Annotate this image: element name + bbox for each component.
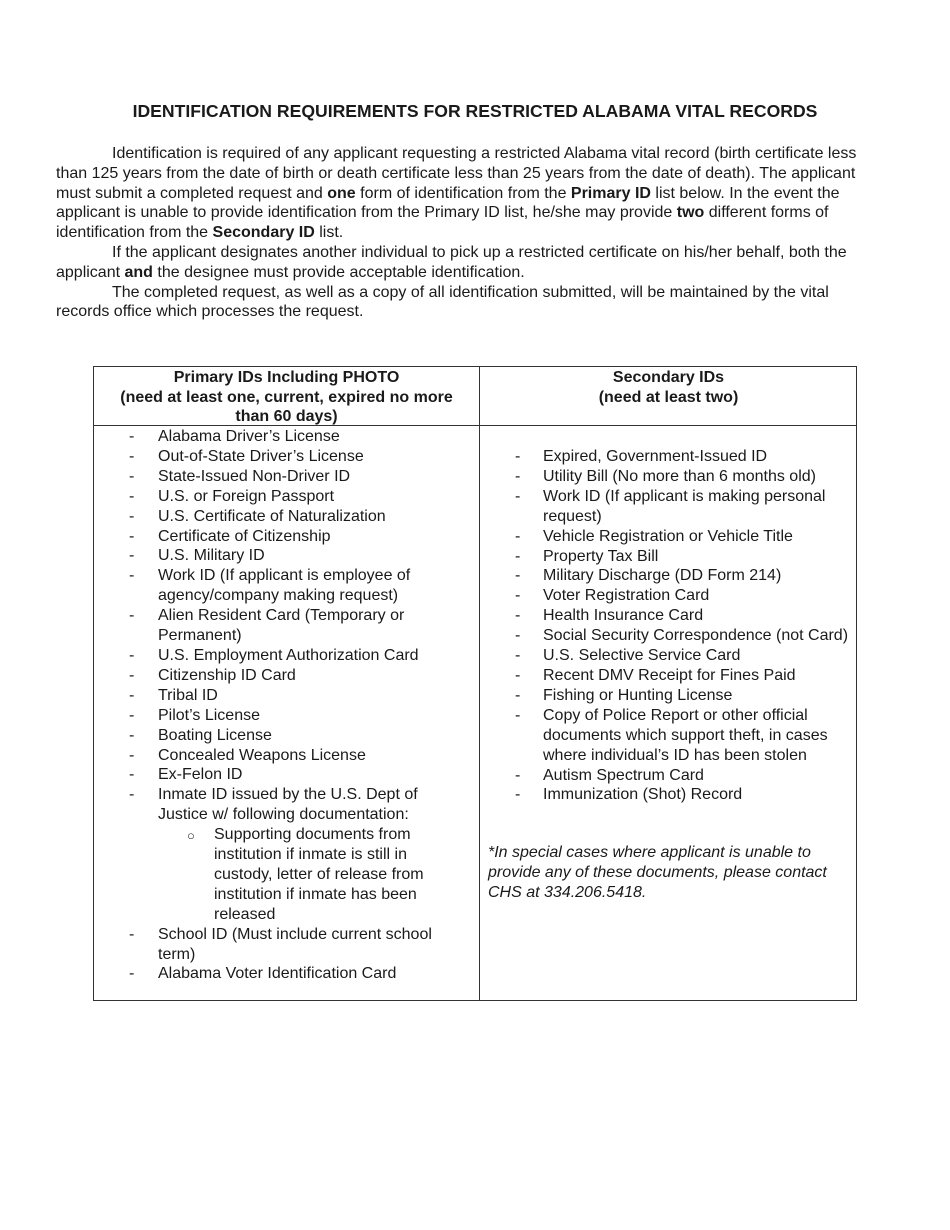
sub-list-item: ○ Supporting documents from institution if inmate is still in custody, letter of release from institution if inmate has been released (187, 826, 424, 923)
list-item: - Out-of-State Driver’s License (129, 447, 364, 465)
list-item: - Tribal ID (129, 686, 218, 704)
primary-ids-list (94, 427, 479, 984)
list-item: - Fishing or Hunting License (515, 686, 733, 704)
list-item: - U.S. Certificate of Naturalization (129, 507, 386, 525)
list-item: - Pilot’s License (129, 706, 260, 724)
circle-bullet-icon: ○ (187, 828, 195, 844)
list-item: - Property Tax Bill (515, 547, 659, 565)
intro-paragraph-2: If the applicant designates another individual to pick up a restricted certificate on his/her behalf, both the applicant and the designee must provide acceptable identification. (56, 243, 847, 281)
list-item: - Certificate of Citizenship (129, 527, 331, 545)
inmate-documentation-sublist (158, 825, 469, 925)
page-title: IDENTIFICATION REQUIREMENTS FOR RESTRICTED ALABAMA VITAL RECORDS (132, 101, 818, 121)
special-cases-footnote: *In special cases where applicant is unable to provide any of these documents, please contact CHS at 334.206.5418. (488, 844, 827, 901)
list-item: - Recent DMV Receipt for Fines Paid (515, 666, 796, 684)
intro-paragraph-3: The completed request, as well as a copy of all identification submitted, will be maintained by the vital records office which processes the request. (56, 283, 829, 321)
list-item: - Autism Spectrum Card (515, 766, 704, 784)
list-item: - Utility Bill (No more than 6 months old) (515, 467, 816, 485)
id-requirements-table (93, 366, 857, 1001)
list-item: - Boating License (129, 726, 272, 744)
list-item: - Vehicle Registration or Vehicle Title (515, 527, 793, 545)
list-item: - Copy of Police Report or other official documents which support theft, in cases where individual’s ID has been stolen (515, 706, 828, 764)
secondary-ids-header: Secondary IDs (need at least two) (598, 369, 739, 406)
primary-ids-header: Primary IDs Including PHOTO (need at least one, current, expired no more than 60 days) (120, 369, 453, 425)
list-item: - State-Issued Non-Driver ID (129, 467, 351, 485)
list-item: - Social Security Correspondence (not Card) (515, 627, 849, 645)
list-item: - Work ID (If applicant is making personal request) (515, 487, 826, 525)
list-item: - Alien Resident Card (Temporary or Permanent) (129, 607, 405, 645)
list-item: - U.S. Selective Service Card (515, 647, 741, 665)
list-item: - U.S. Military ID (129, 547, 265, 565)
list-item: - U.S. or Foreign Passport (129, 487, 335, 505)
intro-text (56, 144, 886, 322)
list-item: - Work ID (If applicant is employee of agency/company making request) (129, 567, 411, 605)
list-item: - Alabama Voter Identification Card (129, 965, 397, 983)
list-item: - Alabama Driver’s License (129, 428, 340, 445)
list-item: - Ex-Felon ID (129, 766, 243, 784)
secondary-ids-list (480, 447, 857, 805)
list-item: - Health Insurance Card (515, 607, 704, 625)
list-item: - U.S. Employment Authorization Card (129, 646, 419, 664)
list-item: - Voter Registration Card (515, 587, 710, 605)
list-item: - School ID (Must include current school term) (129, 925, 432, 963)
list-item: - Immunization (Shot) Record (515, 786, 743, 804)
intro-paragraph-1: Identification is required of any applicant requesting a restricted Alabama vital record (birth certificate less than 125 years from the date of birth or death certificate less than 25 years from the date of death). The applicant must submit a completed request and one form of identification from the Primary ID list below. In the event the applicant is unable to provide identification from the Primary ID list, he/she may provide two different forms of identification from the Secondary ID list. (56, 145, 857, 242)
list-item: - Concealed Weapons License (129, 746, 366, 764)
list-item: - Citizenship ID Card (129, 666, 296, 684)
list-item: - Military Discharge (DD Form 214) (515, 567, 782, 585)
list-item: - Expired, Government-Issued ID (515, 448, 768, 465)
list-item: - Inmate ID issued by the U.S. Dept of Justice w/ following documentation: ○ Supporting documents from institution if inmate is still in custody, letter of release from institution if inmate has been released (94, 785, 479, 924)
